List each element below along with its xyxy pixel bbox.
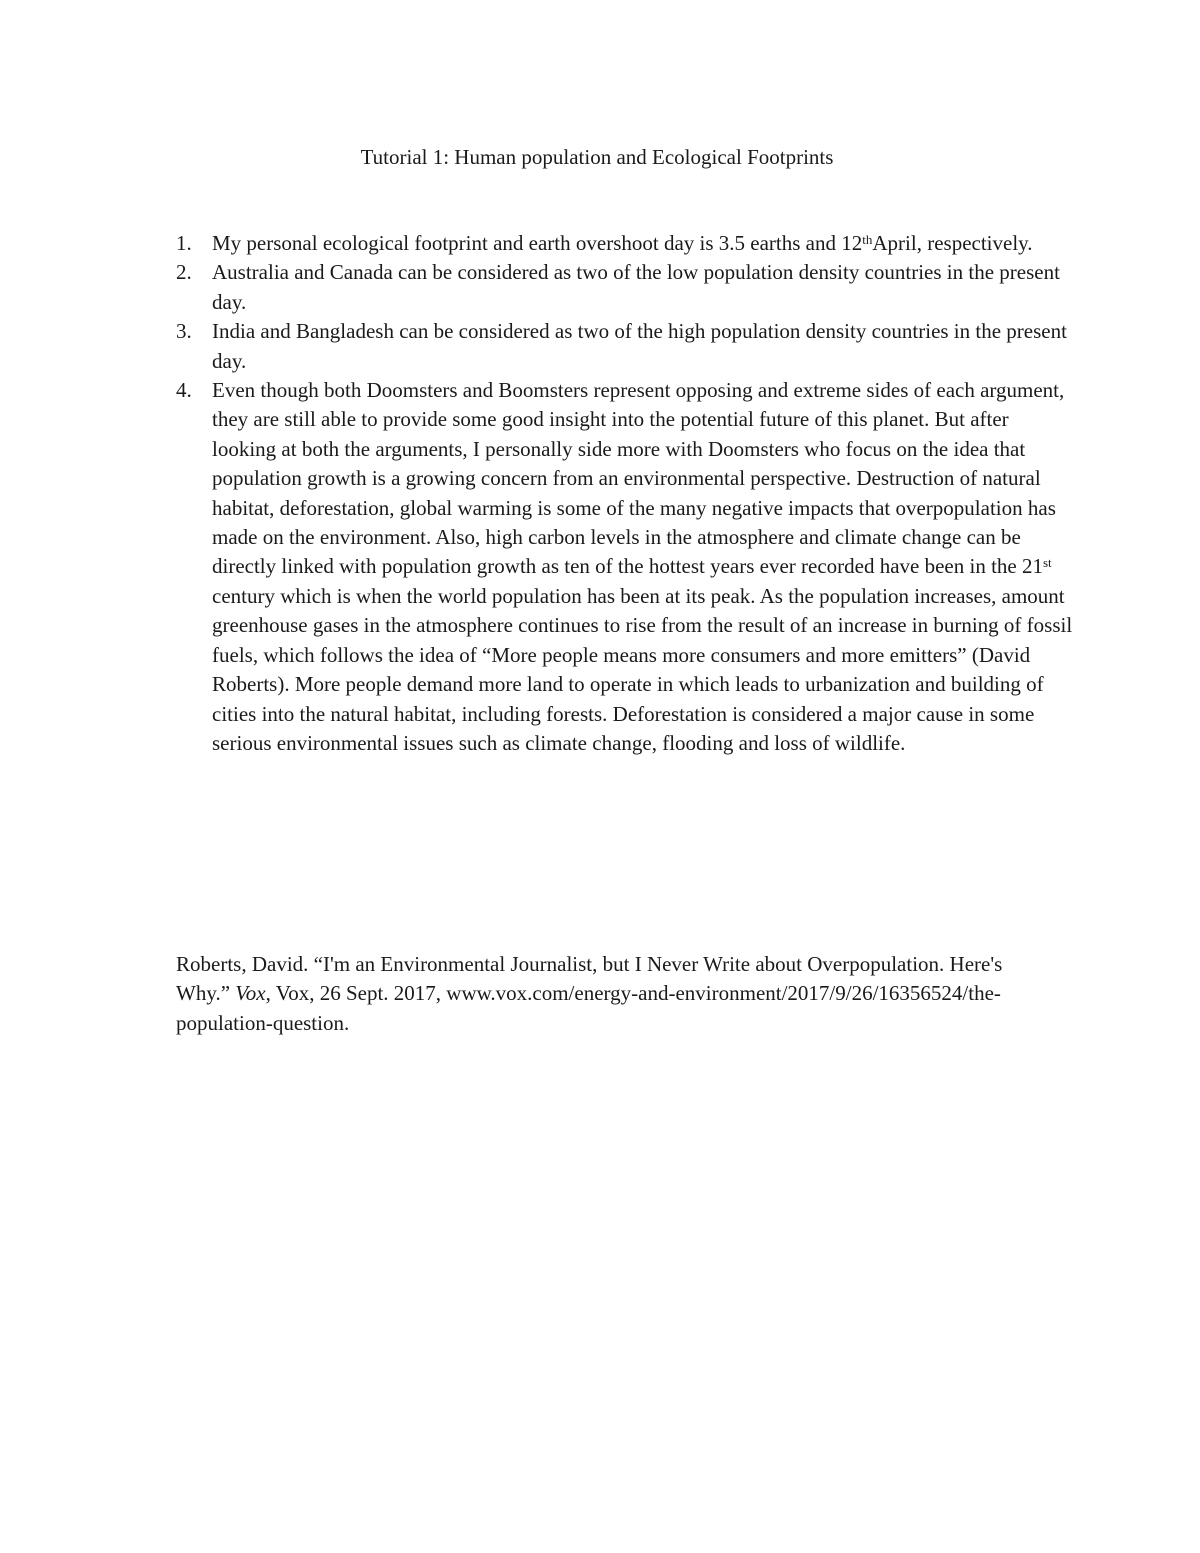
answer-text [212,376,1076,758]
answer-text-part: century which is when the world population has been at its peak. As the population increases, amount greenhouse gases in the atmosphere continues to rise from the result of an increase in burning of fossil fuels, which follows the idea of “More people means more consumers and more emitters” (David Roberts). More people demand more land to operate in which leads to urbanization and building of cities into the natural habitat, including forests. Deforestation is considered a major cause in some serious environmental issues such as climate change, flooding and loss of wildlife. [212,583,1073,755]
answer-number: 4. [176,378,192,403]
answer-text [212,229,1076,258]
answer-list [176,229,1076,758]
reference-citation [176,950,1056,1038]
answer-text-part: My personal ecological footprint and earth overshoot day is 3.5 earths and 12 [212,231,863,255]
answer-item-3 [176,317,1076,376]
answer-number: 1. [176,231,192,255]
citation-text: Roberts, David. “I'm an Environmental Journalist, but I Never Write about Overpopulation. Here's Why.” [176,952,1003,1006]
answer-number: 3. [176,319,192,344]
answer-number: 2. [176,260,192,285]
answer-item-1 [176,229,1076,258]
answer-text: Australia and Canada can be considered as two of the low population density countries in the present day. [212,260,1060,314]
document-title: Tutorial 1: Human population and Ecological Footprints [360,145,834,169]
ordinal-suffix: st [1043,555,1052,571]
answer-item-4 [176,376,1076,758]
answer-text-part: Even though both Doomsters and Boomsters represent opposing and extreme sides of each argument, they are still able to provide some good insight into the potential future of this planet. But after looking at both the arguments, I personally side more with Doomsters who focus on the idea that population growth is a growing concern from an environmental perspective. Destruction of natural habitat, deforestation, global warming is some of the many negative impacts that overpopulation has made on the environment. Also, high carbon levels in the atmosphere and climate change can be directly linked with population growth as ten of the hottest years ever recorded have been in the 21 [212,378,1065,579]
citation-source-title: Vox [235,981,266,1006]
answer-text: India and Bangladesh can be considered as two of the high population density countries in the present day. [212,319,1067,373]
answer-text-part: April, respectively. [872,231,1033,255]
citation-text: , Vox, 26 Sept. 2017, www.vox.com/energy-and-environment/2017/9/26/16356524/the-population-question. [176,981,1001,1035]
ordinal-suffix: th [862,232,873,247]
answer-item-2 [176,258,1076,317]
